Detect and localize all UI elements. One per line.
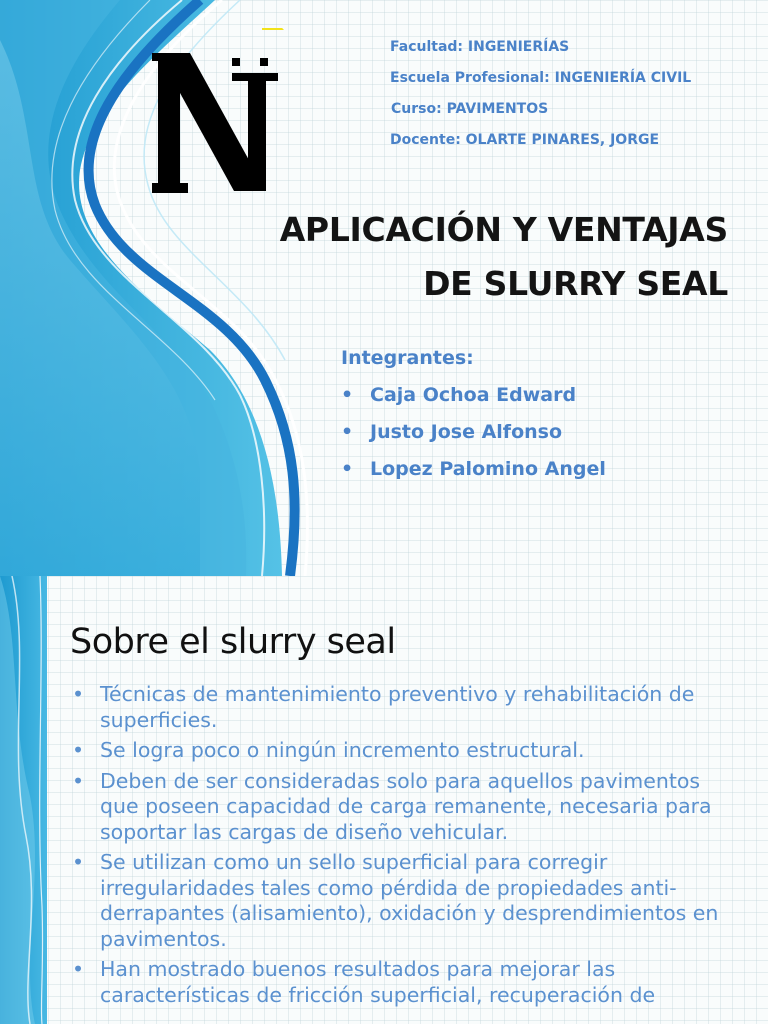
member-name: Lopez Palomino Angel <box>370 458 606 480</box>
list-item <box>70 682 740 733</box>
title-line-1: APLICACIÓN Y VENTAJAS <box>279 210 728 249</box>
bullet: • <box>72 738 85 762</box>
list-item-text: Técnicas de mantenimiento preventivo y rehabilitación de superficies. <box>100 682 695 732</box>
content-bullet-list <box>70 682 740 1013</box>
bullet: • <box>72 682 85 706</box>
list-item-text: Se logra poco o ningún incremento estructural. <box>100 738 585 762</box>
member-item <box>341 455 606 492</box>
member-name: Caja Ochoa Edward <box>370 384 577 406</box>
list-item <box>70 738 740 764</box>
bullet: • <box>72 957 85 981</box>
teacher-text: Docente: OLARTE PINARES, JORGE <box>390 132 660 148</box>
n-letter-logo-icon <box>150 28 290 198</box>
course-text: Curso: PAVIMENTOS <box>391 101 549 117</box>
member-name: Justo Jose Alfonso <box>370 421 563 443</box>
list-item-text: Han mostrado buenos resultados para mejorar las características de fricción superficial, recuperación de <box>100 957 656 1007</box>
list-item-text: Se utilizan como un sello superficial para corregir irregularidades tales como pérdida de propiedades anti-derrapantes (alisamiento), oxidación y desprendimientos en pavimentos. <box>100 850 719 951</box>
member-item <box>341 381 606 418</box>
bullet: • <box>341 458 354 480</box>
slide-title <box>280 203 728 311</box>
course-info-list <box>390 36 691 160</box>
members-list <box>341 381 606 492</box>
list-item-text: Deben de ser consideradas solo para aquellos pavimentos que poseen capacidad de carga remanente, necesaria para soportar las cargas de diseño vehicular. <box>100 768 712 844</box>
bullet: • <box>341 421 354 443</box>
bullet: • <box>341 384 354 406</box>
bullet: • <box>72 768 85 793</box>
members-heading: Integrantes: <box>341 347 474 369</box>
member-item <box>341 418 606 455</box>
bullet: • <box>72 850 85 874</box>
title-line-2: DE SLURRY SEAL <box>423 264 728 303</box>
list-item <box>70 957 740 1008</box>
list-item <box>70 850 740 952</box>
list-item <box>70 769 740 846</box>
content-title: Sobre el slurry seal <box>70 622 396 662</box>
faculty-text: Facultad: INGENIERÍAS <box>390 39 570 55</box>
school-text: Escuela Profesional: INGENIERÍA CIVIL <box>390 70 692 86</box>
